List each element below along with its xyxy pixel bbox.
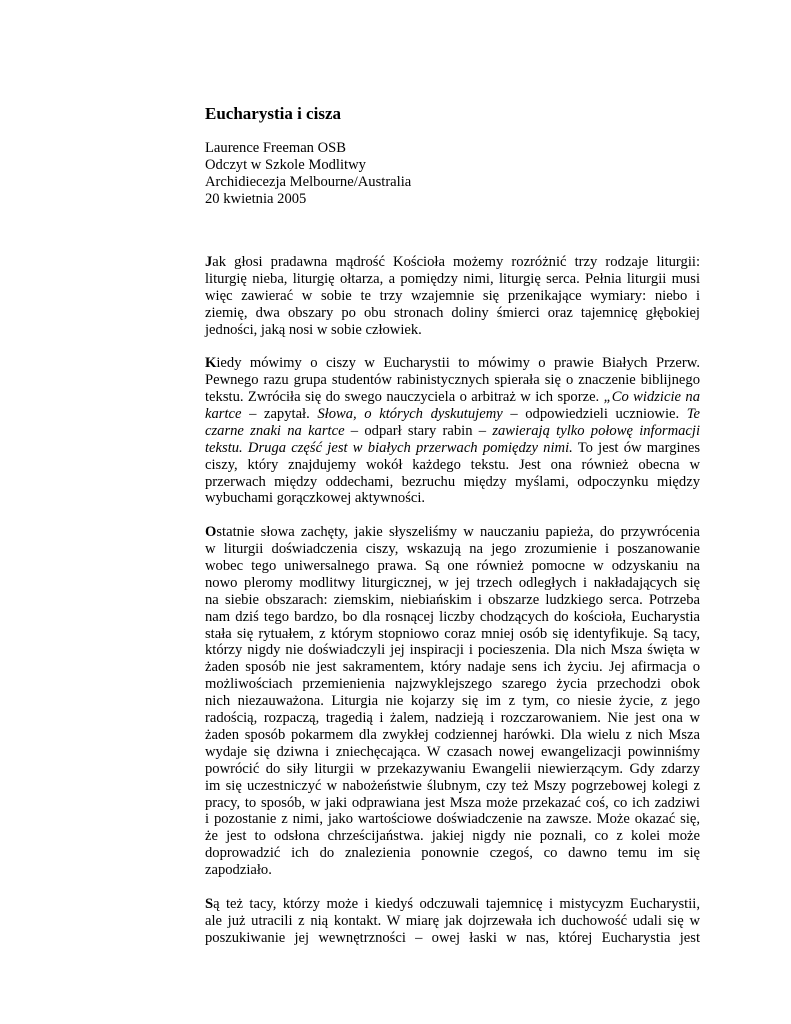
initial-letter: K (205, 355, 217, 372)
text-line: że jest to odsłona chrześcijaństwa. jakiej nigdy nie poznali, co z kolei może (205, 828, 700, 845)
text-line (205, 389, 700, 406)
paragraph-3 (205, 524, 700, 879)
text-segment: – odpowiedzieli uczniowie. (502, 406, 687, 423)
text-line: powrócić do siły liturgii w przekazywaniu Ewangelii niewierzącym. Gdy zdarzy (205, 760, 700, 777)
text-line: liturgię nieba, liturgię ołtarza, a pomiędzy nimi, liturgię serca. Pełnia liturgii musi (205, 270, 700, 287)
document-meta (205, 140, 411, 208)
text-line (205, 355, 700, 372)
text-line: zapodziało. (205, 862, 272, 879)
text-line-content: iedy mówimy o ciszy w Eucharystii to mówimy o prawie Białych Przerw. (216, 355, 700, 372)
text-line: radością, rozpaczą, tragedią i żalem, nadzieją i rozczarowaniem. Nie jest ona w (205, 710, 700, 727)
initial-letter: O (205, 524, 217, 541)
text-line: ziemię, dwa obszary po obu stronach doliny śmierci oraz tajemnicę głębokiej (205, 304, 700, 321)
date-line: 20 kwietnia 2005 (205, 191, 307, 207)
text-line (205, 423, 700, 440)
text-line: nich niezauważona. Liturgia nie kojarzy się im z tym, co niesie życie, z jego (205, 693, 700, 710)
text-line: więc zawierać w sobie te trzy wzajemnie się przenikające wymiary: niebo i (205, 287, 700, 304)
text-line: wobec tego uniwersalnego prawa. Są one również pomocne w odzyskaniu na (205, 558, 700, 575)
text-line-content: ak głosi pradawna mądrość Kościoła możemy rozróżnić trzy rodzaje liturgii: (212, 254, 700, 270)
italic-segment: tekstu. Druga część jest w białych przerwach pomiędzy nimi. (205, 439, 573, 456)
text-line: jedności, jaką nosi w sobie człowiek. (205, 321, 422, 338)
author-line: Laurence Freeman OSB (205, 140, 347, 156)
text-line: i pozostanie z nimi, jako wartościowe doświadczenie na zawsze. Może okazać się, (205, 811, 700, 828)
text-line: wydaje się dziwna i zniechęcająca. W czasach nowej ewangelizacji powinniśmy (205, 743, 700, 760)
text-line (205, 440, 700, 457)
text-line (205, 406, 700, 423)
paragraph-2 (205, 355, 700, 507)
text-line: wybuchami gorączkowej aktywności. (205, 490, 426, 507)
text-line: ale już utracili z nią kontakt. W miarę jak dojrzewała ich duchowość udali się w (205, 912, 700, 929)
text-segment: – zapytał. (241, 406, 318, 423)
text-segment: To jest ów margines (572, 439, 700, 456)
text-line: im się uczestniczyć w nabożeństwie ślubnym, czy też Mszy pogrzebowej kolegi z (205, 777, 700, 794)
text-line: którzy nigdy nie doświadczyli jej inspiracji i pocieszenia. Dla nich Msza święta w (205, 642, 700, 659)
text-line: pracy, to sposób, w jaki odprawiana jest Msza może przekazać coś, co ich zadziwi (205, 794, 700, 811)
text-line: żaden sposób nie jest sakramentem, który nadaje sens ich życiu. Jej afirmacja o (205, 659, 700, 676)
text-line: możliwościach przemienienia najzwyklejszego szarego życia przechodzi obok (205, 676, 700, 693)
italic-segment: „Co widzicie na (603, 389, 700, 406)
italic-segment: czarne znaki na kartce (205, 422, 345, 439)
text-line-content: ą też tacy, którzy może i kiedyś odczuwali tajemnicę i mistycyzm Eucharystii, (213, 895, 700, 912)
paragraph-4 (205, 896, 700, 947)
organization-line: Archidiecezja Melbourne/Australia (205, 174, 412, 190)
initial-letter: J (205, 254, 213, 270)
text-line (205, 896, 700, 913)
text-line: poszukiwanie jej wewnętrzności – owej łaski w nas, której Eucharystia jest (205, 929, 700, 946)
text-line: Pewnego razu grupa studentów rabinistycznych spierała się o znaczenie biblijnego (205, 372, 700, 389)
text-line: w liturgii doświadczenia ciszy, wskazują na jego zrozumienie i poszanowanie (205, 541, 700, 558)
initial-letter: S (205, 895, 214, 912)
text-segment: – odparł stary rabin – (344, 422, 493, 439)
text-line: żaden sposób pokarmem dla zwykłej codziennej harówki. Dla wielu z nich Msza (205, 726, 700, 743)
text-line: doprowadzić ich do znalezienia ponownie czegoś, co dawno temu im się (205, 845, 700, 862)
event-line: Odczyt w Szkole Modlitwy (205, 157, 366, 173)
document-title: Eucharystia i cisza (205, 104, 341, 123)
text-line (205, 254, 700, 271)
text-line: stała się rytuałem, z którym stopniowo coraz mniej osób się identyfikuje. Są tacy, (205, 625, 700, 642)
italic-segment: Słowa, o których dyskutujemy (317, 406, 503, 423)
text-line: nam dziś tego bardzo, bo dla rosnącej liczby chodzących do kościoła, Eucharystia (205, 608, 700, 625)
text-line: nowo pleromy modlitwy liturgicznej, w jej trzech odległych i nakładających się (205, 574, 700, 591)
italic-segment: zawierają tylko połowę informacji (492, 422, 700, 439)
text-line: ciszy, który znajdujemy wokół każdego tekstu. Jest ona również obecna w (205, 456, 700, 473)
italic-segment: kartce (205, 406, 242, 423)
paragraph-1 (205, 254, 700, 338)
text-line: przerwach między oddechami, bezruchu między myślami, odpoczynku między (205, 473, 700, 490)
text-line (205, 524, 700, 541)
italic-segment: Te (686, 406, 701, 423)
text-line: na siebie obszarach: ziemskim, niebiańskim i obszarze ludzkiego serca. Potrzeba (205, 591, 700, 608)
text-line-content: statnie słowa zachęty, jakie słyszeliśmy w nauczaniu papieża, do przywrócenia (216, 524, 700, 541)
text-segment: tekstu. Zwróciła się do swego nauczyciela o arbitraż w ich sporze. (205, 389, 604, 406)
document-body (205, 254, 700, 963)
